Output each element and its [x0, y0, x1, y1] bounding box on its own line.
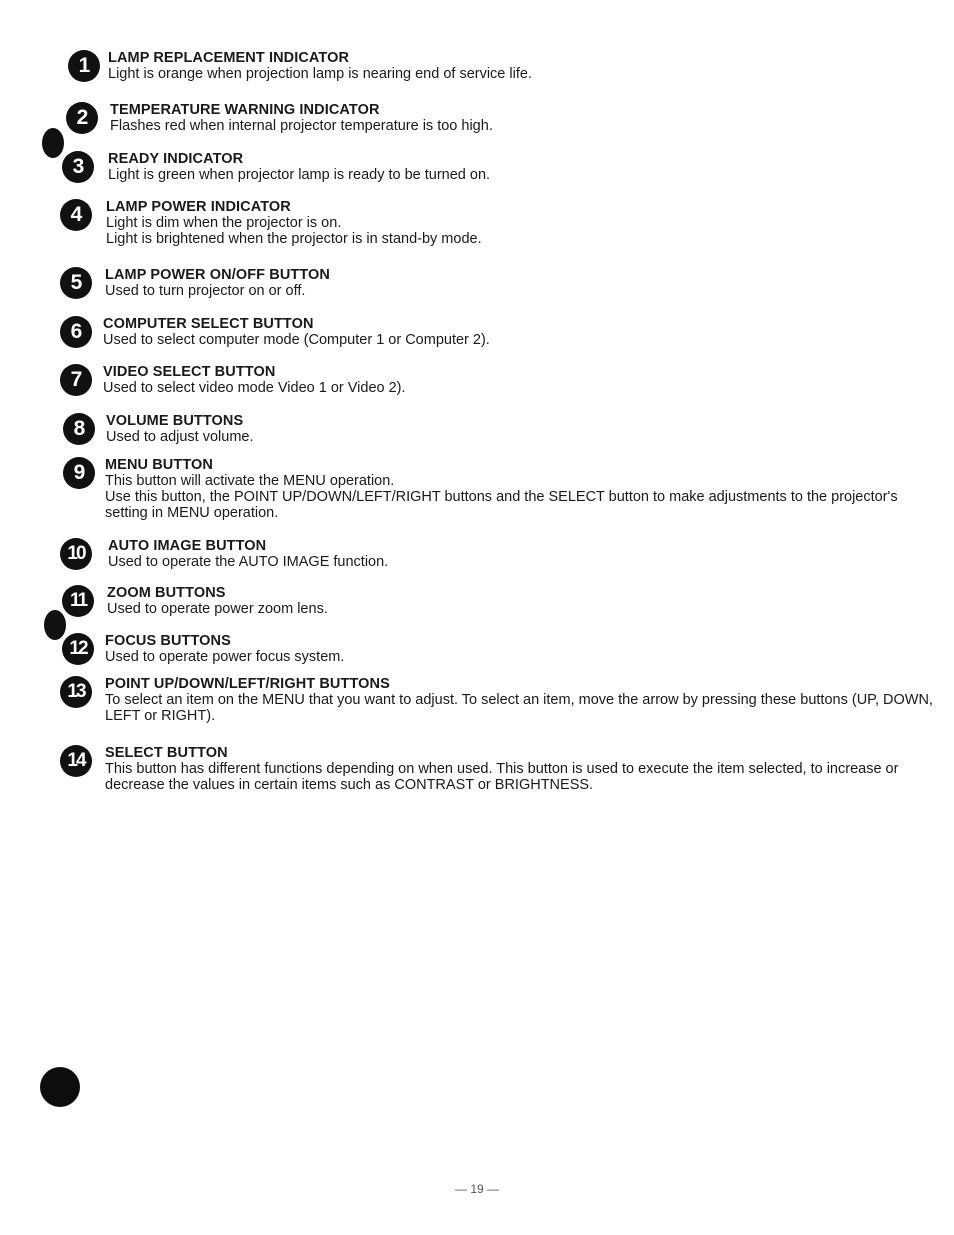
number-badge: 7	[60, 364, 92, 396]
item-description: Use this button, the POINT UP/DOWN/LEFT/RIGHT buttons and the SELECT button to make adjustments to the projector's setting in MENU operation.	[105, 489, 898, 521]
item-description: Used to select video mode Video 1 or Video 2).	[103, 380, 406, 396]
number-badge: 12	[62, 633, 94, 665]
item-description: Light is dim when the projector is on.	[106, 215, 342, 231]
margin-mark	[42, 128, 64, 158]
item-description: Used to select computer mode (Computer 1 or Computer 2).	[103, 332, 490, 348]
item-title: TEMPERATURE WARNING INDICATOR	[110, 102, 380, 118]
item-title: COMPUTER SELECT BUTTON	[103, 316, 314, 332]
item-description: Used to turn projector on or off.	[105, 283, 306, 299]
item-title: SELECT BUTTON	[105, 745, 228, 761]
margin-mark	[44, 610, 66, 640]
item-description: To select an item on the MENU that you want to adjust. To select an item, move the arrow by pressing these buttons (UP, DOWN, LEFT or RIGHT).	[105, 692, 933, 724]
item-description: This button will activate the MENU operation.	[105, 473, 395, 489]
item-description: Used to adjust volume.	[106, 429, 254, 445]
item-title: ZOOM BUTTONS	[107, 585, 226, 601]
item-description: Used to operate power zoom lens.	[107, 601, 328, 617]
item-title: LAMP REPLACEMENT INDICATOR	[108, 50, 350, 66]
number-badge: 2	[66, 102, 98, 134]
number-badge: 8	[63, 413, 95, 445]
item-description: Light is brightened when the projector is in stand-by mode.	[106, 231, 482, 247]
item-title: LAMP POWER INDICATOR	[106, 199, 291, 215]
number-badge: 10	[60, 538, 92, 570]
item-title: LAMP POWER ON/OFF BUTTON	[105, 267, 330, 283]
item-description: Light is green when projector lamp is ready to be turned on.	[108, 167, 491, 183]
item-title: MENU BUTTON	[105, 457, 213, 473]
number-badge: 13	[60, 676, 92, 708]
page-number: — 19 —	[454, 1182, 499, 1196]
item-description: Used to operate power focus system.	[105, 649, 345, 665]
item-title: FOCUS BUTTONS	[105, 633, 231, 649]
item-description: This button has different functions depending on when used. This button is used to execute the item selected, to increase or decrease the values in certain items such as CONTRAST or BRIGHTNESS.	[105, 761, 899, 793]
number-badge: 14	[60, 745, 92, 777]
number-badge: 4	[60, 199, 92, 231]
item-title: POINT UP/DOWN/LEFT/RIGHT BUTTONS	[105, 676, 390, 692]
item-title: VIDEO SELECT BUTTON	[103, 364, 276, 380]
item-description: Used to operate the AUTO IMAGE function.	[108, 554, 389, 570]
item-title: VOLUME BUTTONS	[106, 413, 244, 429]
number-badge: 3	[62, 151, 94, 183]
number-badge: 5	[60, 267, 92, 299]
number-badge: 11	[62, 585, 94, 617]
item-title: READY INDICATOR	[108, 151, 244, 167]
number-badge: 6	[60, 316, 92, 348]
number-badge: 9	[63, 457, 95, 489]
binder-hole-mark	[40, 1067, 80, 1107]
item-description: Flashes red when internal projector temperature is too high.	[110, 118, 493, 134]
item-description: Light is orange when projection lamp is nearing end of service life.	[108, 66, 532, 82]
item-title: AUTO IMAGE BUTTON	[108, 538, 267, 554]
number-badge: 1	[68, 50, 100, 82]
